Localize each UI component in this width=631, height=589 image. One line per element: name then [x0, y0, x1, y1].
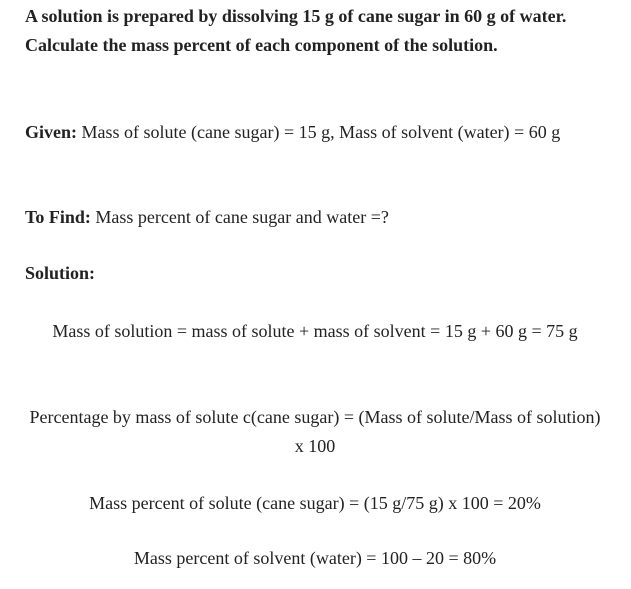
- question-text: A solution is prepared by dissolving 15 g of cane sugar in 60 g of water. Calculate the mass percent of each component of the solution.: [25, 6, 567, 55]
- equation-percentage-formula: Percentage by mass of solute c(cane sugar) = (Mass of solute/Mass of solution) x 100: [29, 407, 601, 456]
- to-find-label: To Find:: [25, 207, 91, 227]
- equation-mass-of-solution: Mass of solution = mass of solute + mass of solvent = 15 g + 60 g = 75 g: [52, 321, 578, 341]
- to-find-text: Mass percent of cane sugar and water =?: [90, 207, 389, 227]
- solution-heading: Solution:: [25, 263, 96, 283]
- equation-solute-percent: Mass percent of solute (cane sugar) = (15 g/75 g) x 100 = 20%: [89, 493, 541, 513]
- to-find-paragraph: [25, 203, 605, 232]
- given-text: Mass of solute (cane sugar) = 15 g, Mass of solvent (water) = 60 g: [77, 122, 561, 142]
- equation-solvent-percent: Mass percent of solvent (water) = 100 – 20 = 80%: [133, 548, 497, 568]
- given-paragraph: [25, 118, 605, 147]
- given-label: Given:: [25, 122, 77, 142]
